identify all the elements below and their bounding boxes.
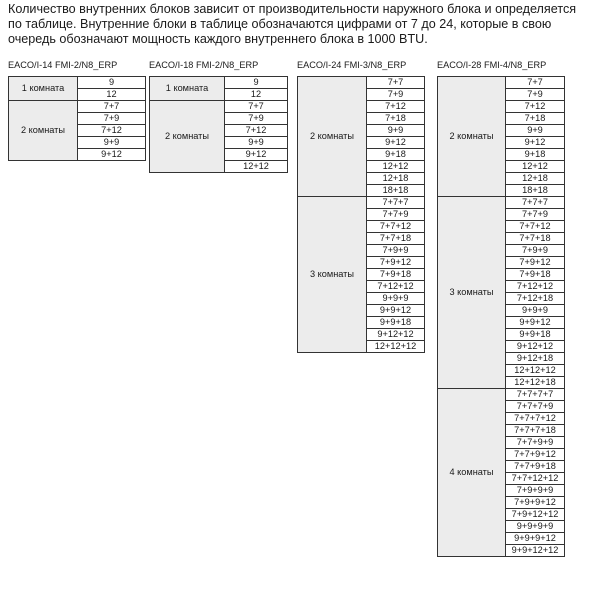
combination-cell: 9+9 (225, 137, 288, 149)
combination-cell: 9+12+12 (367, 329, 425, 341)
table-row (298, 77, 425, 89)
combination-cell: 7+12+18 (506, 293, 565, 305)
combination-cell: 7+9+9+12 (506, 497, 565, 509)
combination-cell: 18+18 (367, 185, 425, 197)
combination-cell: 7+9+9 (506, 245, 565, 257)
combination-cell: 7+12 (506, 101, 565, 113)
room-count-cell: 2 комнаты (150, 101, 225, 173)
combination-cell: 7+7+9+9 (506, 437, 565, 449)
combination-cell: 9+9+12 (506, 317, 565, 329)
table-row (9, 77, 146, 89)
combination-cell: 12+12 (367, 161, 425, 173)
combination-cell: 9 (78, 77, 146, 89)
combination-cell: 12 (225, 89, 288, 101)
combination-cell: 7+12+12 (506, 281, 565, 293)
combination-cell: 9+9 (367, 125, 425, 137)
combination-cell: 7+12+12 (367, 281, 425, 293)
combination-cell: 7+9+18 (367, 269, 425, 281)
table-row (438, 197, 565, 209)
combination-cell: 7+7+7 (506, 197, 565, 209)
combination-cell: 7+7+12+12 (506, 473, 565, 485)
combination-table (149, 76, 288, 173)
combination-cell: 9+18 (506, 149, 565, 161)
room-count-cell: 4 комнаты (438, 389, 506, 557)
combination-cell: 7+9+9+9 (506, 485, 565, 497)
unit-block-eaco-i-24 (297, 59, 425, 353)
combination-cell: 9+18 (367, 149, 425, 161)
combination-cell: 9+9+9 (367, 293, 425, 305)
combination-cell: 12 (78, 89, 146, 101)
combination-cell: 7+9+12+12 (506, 509, 565, 521)
combination-cell: 7+12 (78, 125, 146, 137)
combination-cell: 9+12 (78, 149, 146, 161)
combination-cell: 12+12 (506, 161, 565, 173)
combination-cell: 7+7+9 (506, 209, 565, 221)
combination-cell: 9+12+18 (506, 353, 565, 365)
combination-cell: 9+9+9 (506, 305, 565, 317)
room-count-cell: 2 комнаты (298, 77, 367, 197)
combination-cell: 7+7 (225, 101, 288, 113)
combination-cell: 9+12 (225, 149, 288, 161)
combination-cell: 9+12 (506, 137, 565, 149)
combination-cell: 9+12 (367, 137, 425, 149)
combination-cell: 7+18 (367, 113, 425, 125)
combination-cell: 12+18 (506, 173, 565, 185)
combination-cell: 7+7+9+18 (506, 461, 565, 473)
combination-cell: 12+18 (367, 173, 425, 185)
combination-cell: 7+7 (78, 101, 146, 113)
combination-cell: 7+7+12 (506, 221, 565, 233)
combination-cell: 7+9 (225, 113, 288, 125)
combination-cell: 9+9+9+9 (506, 521, 565, 533)
combination-cell: 7+7+12 (367, 221, 425, 233)
combination-cell: 9+12+12 (506, 341, 565, 353)
table-row (298, 197, 425, 209)
room-count-cell: 2 комнаты (9, 101, 78, 161)
combination-cell: 7+7 (367, 77, 425, 89)
combination-cell: 7+9 (78, 113, 146, 125)
combination-cell: 7+9 (367, 89, 425, 101)
table-row (438, 77, 565, 89)
combination-cell: 9+9 (78, 137, 146, 149)
combination-cell: 7+9+12 (367, 257, 425, 269)
unit-block-eaco-i-28 (437, 59, 565, 557)
combination-cell: 7+9+18 (506, 269, 565, 281)
room-count-cell: 1 комната (9, 77, 78, 101)
room-count-cell: 2 комнаты (438, 77, 506, 197)
unit-model-title: EACO/I-18 FMI-2/N8_ERP (149, 60, 259, 70)
intro-paragraph: Количество внутренних блоков зависит от производительности наружного блока и определяется по таблице. Внутренние блоки в таблице обозначаются цифрами от 7 до 24, которые в свою очередь обозначают мощность каждого внутреннего блока в 1000 BTU. (8, 2, 577, 47)
combination-cell: 9+9 (506, 125, 565, 137)
combination-cell: 7+7+7+12 (506, 413, 565, 425)
combination-cell: 12+12+12 (506, 365, 565, 377)
room-count-cell: 3 комнаты (438, 197, 506, 389)
combination-cell: 7+7+7 (367, 197, 425, 209)
table-row (150, 77, 288, 89)
combination-cell: 7+18 (506, 113, 565, 125)
unit-model-title: EACO/I-28 FMI-4/N8_ERP (437, 60, 547, 70)
combination-cell: 7+7+7+9 (506, 401, 565, 413)
combination-cell: 7+9 (506, 89, 565, 101)
combination-cell: 7+7+9+12 (506, 449, 565, 461)
unit-block-eaco-i-18 (149, 59, 288, 173)
combination-cell: 7+7+7+7 (506, 389, 565, 401)
combination-cell: 7+7+9 (367, 209, 425, 221)
unit-block-eaco-i-14 (8, 59, 146, 161)
combination-cell: 12+12 (225, 161, 288, 173)
combination-cell: 7+7 (506, 77, 565, 89)
combination-cell: 9+9+12 (367, 305, 425, 317)
unit-model-title: EACO/I-24 FMI-3/N8_ERP (297, 60, 407, 70)
combination-cell: 7+12 (225, 125, 288, 137)
combination-cell: 9+9+18 (506, 329, 565, 341)
combination-cell: 7+9+9 (367, 245, 425, 257)
combination-cell: 12+12+18 (506, 377, 565, 389)
table-row (9, 101, 146, 113)
combination-cell: 9+9+18 (367, 317, 425, 329)
table-row (438, 389, 565, 401)
combination-table (8, 76, 146, 161)
combination-cell: 9+9+9+12 (506, 533, 565, 545)
unit-model-title: EACO/I-14 FMI-2/N8_ERP (8, 60, 118, 70)
room-count-cell: 1 комната (150, 77, 225, 101)
table-row (150, 101, 288, 113)
combination-cell: 7+7+18 (506, 233, 565, 245)
combination-cell: 7+9+12 (506, 257, 565, 269)
combination-cell: 7+12 (367, 101, 425, 113)
room-count-cell: 3 комнаты (298, 197, 367, 353)
combination-cell: 9+9+12+12 (506, 545, 565, 557)
combination-cell: 18+18 (506, 185, 565, 197)
combination-cell: 7+7+7+18 (506, 425, 565, 437)
combination-table (437, 76, 565, 557)
combination-cell: 12+12+12 (367, 341, 425, 353)
combination-cell: 9 (225, 77, 288, 89)
combination-cell: 7+7+18 (367, 233, 425, 245)
combination-table (297, 76, 425, 353)
